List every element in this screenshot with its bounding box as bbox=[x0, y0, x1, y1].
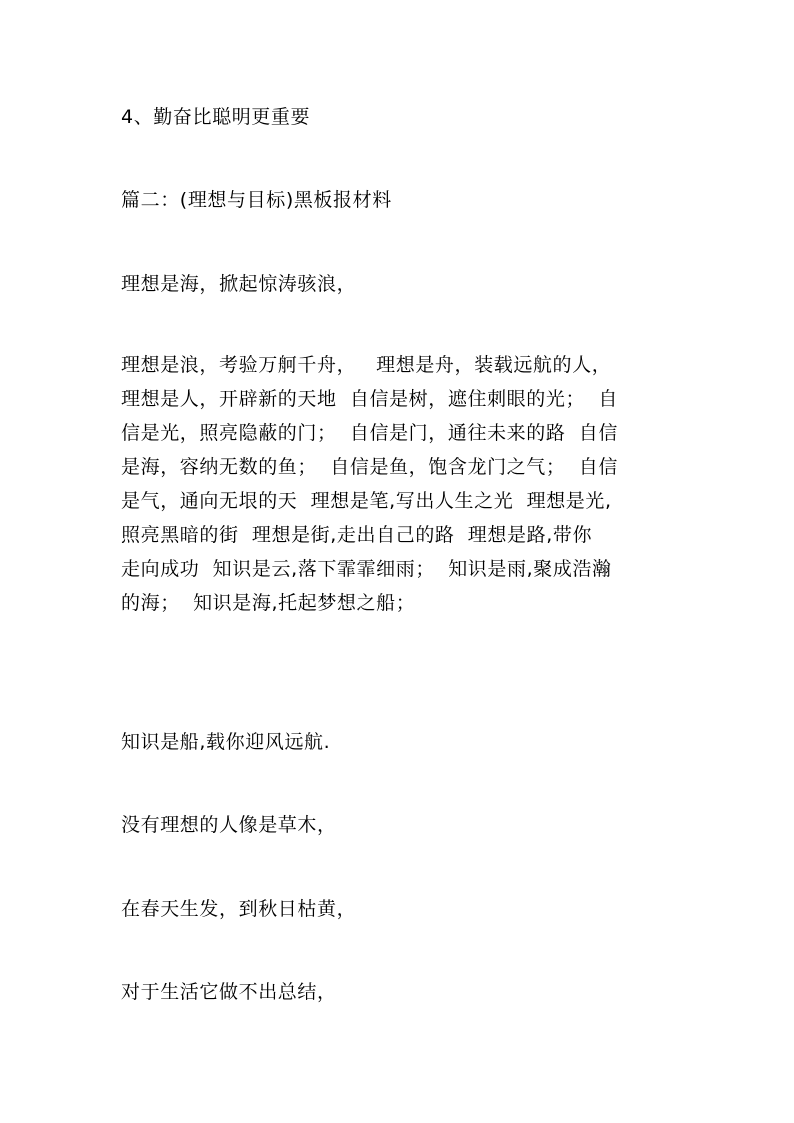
paragraph-line: 是海，容纳无数的鱼； 自信是鱼，饱含龙门之气； 自信 bbox=[121, 456, 618, 478]
paragraph-line: 信是光，照亮隐蔽的门； 自信是门，通往未来的路 自信 bbox=[121, 422, 618, 444]
heading-item: 4、勤奋比聪明更重要 bbox=[121, 106, 311, 128]
paragraph-line: 照亮黑暗的街 理想是街,走出自己的路 理想是路,带你 bbox=[121, 524, 593, 546]
paragraph-line: 走向成功 知识是云,落下霏霏细雨； 知识是雨,聚成浩瀚 bbox=[121, 558, 612, 580]
paragraph-line: 理想是人，开辟新的天地 自信是树，遮住刺眼的光； 自 bbox=[121, 388, 618, 410]
text-line: 理想是海，掀起惊涛骇浪， bbox=[121, 273, 357, 295]
text-line: 没有理想的人像是草木， bbox=[121, 814, 337, 836]
paragraph-line: 理想是浪，考验万舸千舟， 理想是舟，装载远航的人， bbox=[121, 354, 612, 376]
body-paragraph bbox=[121, 348, 681, 620]
text-line: 知识是船,载你迎风远航. bbox=[121, 731, 331, 753]
paragraph-line: 的海； 知识是海,托起梦想之船； bbox=[121, 592, 416, 614]
text-line: 对于生活它做不出总结， bbox=[121, 981, 337, 1003]
text-line: 在春天生发，到秋日枯黄， bbox=[121, 898, 357, 920]
paragraph-line: 是气，通向无垠的天 理想是笔,写出人生之光 理想是光, bbox=[121, 490, 612, 512]
section-title: 篇二：(理想与目标)黑板报材料 bbox=[121, 189, 392, 211]
